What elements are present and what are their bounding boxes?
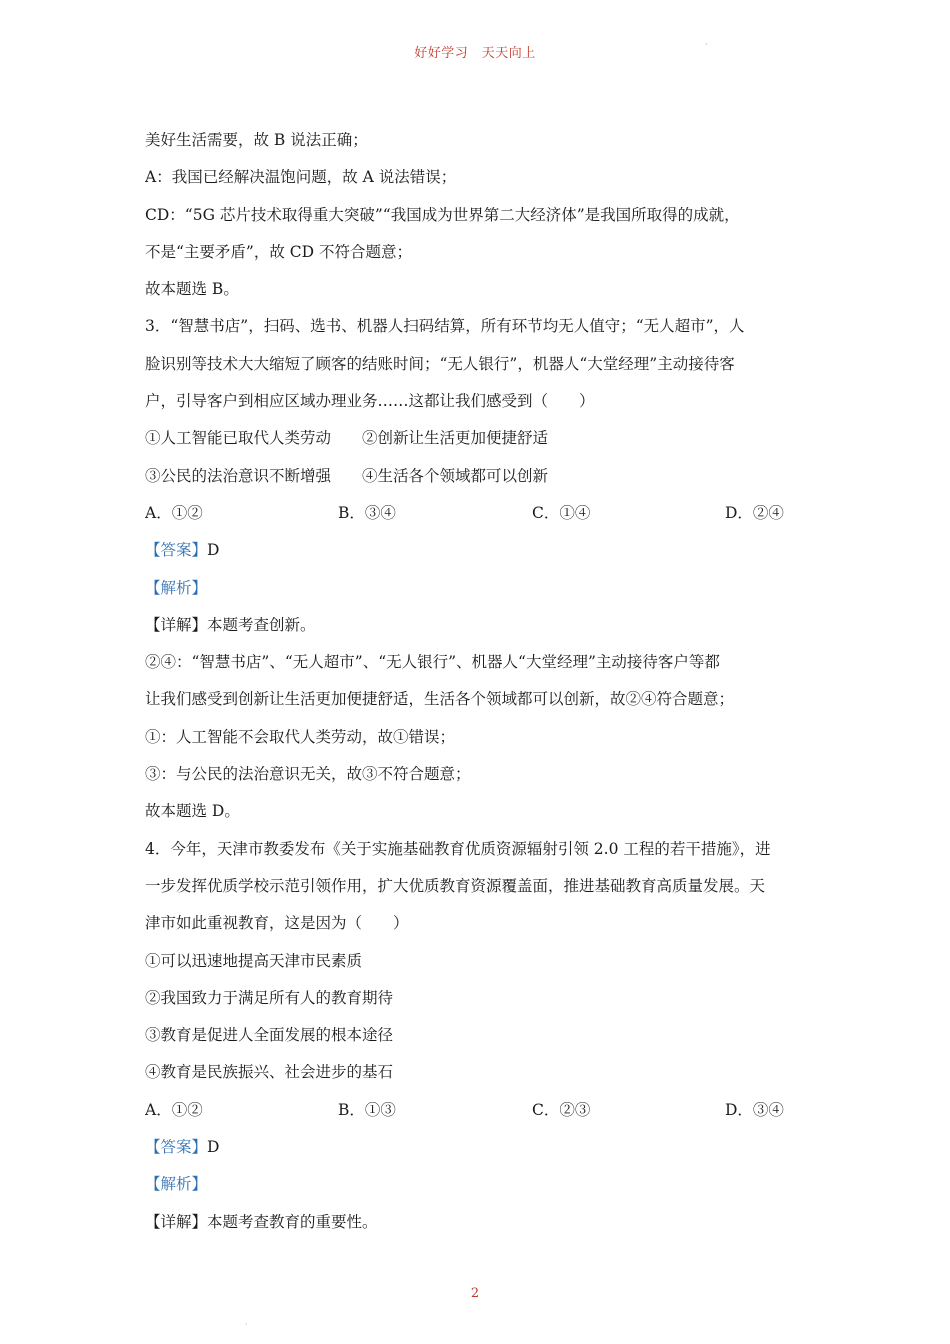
footer-mark: · [245,1320,248,1329]
detail-tag: 【详解】 [145,1212,208,1231]
detail-line [145,607,817,644]
question-3-item: ①人工智能已取代人类劳动 ②创新让生活更加便捷舒适 [145,429,549,448]
explanation-line: 让我们感受到创新让生活更加便捷舒适，生活各个领域都可以创新，故②④符合题意； [145,690,735,709]
explanation-line: 故本题选 D。 [145,802,240,821]
question-4-item: ④教育是民族振兴、社会进步的基石 [145,1063,394,1082]
question-3-stem: 3．“智慧书店”，扫码、选书、机器人扫码结算，所有环节均无人值守；“无人超市”，人 [145,317,745,336]
text-line: 不是“主要矛盾”，故 CD 不符合题意； [145,242,412,261]
question-4-item: ①可以迅速地提高天津市民素质 [145,951,363,970]
page-header: 好好学习 天天向上 [414,46,536,61]
question-4-stem: 一步发挥优质学校示范引领作用，扩大优质教育资源覆盖面，推进基础教育高质量发展。天 [145,876,766,895]
detail-text: 本题考查教育的重要性。 [207,1212,378,1231]
answer-tag: 【答案】 [145,541,208,560]
option-d: D．②④ [725,503,784,522]
analysis-tag: 【解析】 [145,1175,208,1194]
explanation-line: ①：人工智能不会取代人类劳动，故①错误； [145,727,456,746]
text-line: A：我国已经解决温饱问题，故 A 说法错误； [145,168,457,187]
question-4-item: ③教育是促进人全面发展的根本途径 [145,1026,394,1045]
page-number: 2 [470,1286,480,1301]
detail-text: 本题考查创新。 [207,615,316,634]
question-3-item: ③公民的法治意识不断增强 ④生活各个领域都可以创新 [145,466,549,485]
analysis-tag: 【解析】 [145,578,208,597]
explanation-line: ②④：“智慧书店”、“无人超市”、“无人银行”、机器人“大堂经理”主动接待客户等都 [145,653,720,672]
option-d: D．③④ [725,1100,784,1119]
answer-line [145,1129,817,1166]
analysis-line [145,570,817,607]
answer-line [145,532,817,569]
option-a: A．①② [145,503,203,522]
answer-value: D [207,1138,220,1157]
question-3-stem: 户，引导客户到相应区域办理业务……这都让我们感受到（ ） [145,392,595,411]
option-c: C．①④ [532,503,591,522]
option-b: B．③④ [338,503,396,522]
text-line: CD：“5G 芯片技术取得重大突破”“我国成为世界第二大经济体”是我国所取得的成就， [145,205,740,224]
text-line: 美好生活需要，故 B 说法正确； [145,131,368,149]
option-c: C．②③ [532,1100,591,1119]
detail-line [145,1204,817,1241]
option-a: A．①② [145,1100,203,1119]
header-mark: · [705,40,708,49]
analysis-line [145,1166,817,1203]
text-line: 故本题选 B。 [145,280,239,299]
document-body [145,122,817,1241]
question-4-options [145,1092,817,1129]
explanation-line: ③：与公民的法治意识无关，故③不符合题意； [145,765,471,784]
question-4-item: ②我国致力于满足所有人的教育期待 [145,988,394,1007]
question-4-stem: 4．今年，天津市教委发布《关于实施基础教育优质资源辐射引领 2.0 工程的若干措施》，进 [145,839,771,858]
option-b: B．①③ [338,1100,396,1119]
question-3-options [145,495,817,532]
question-4-stem: 津市如此重视教育，这是因为（ ） [145,914,409,933]
answer-value: D [207,541,220,560]
question-3-stem: 脸识别等技术大大缩短了顾客的结账时间；“无人银行”，机器人“大堂经理”主动接待客 [145,354,735,373]
answer-tag: 【答案】 [145,1138,208,1157]
detail-tag: 【详解】 [145,615,208,634]
